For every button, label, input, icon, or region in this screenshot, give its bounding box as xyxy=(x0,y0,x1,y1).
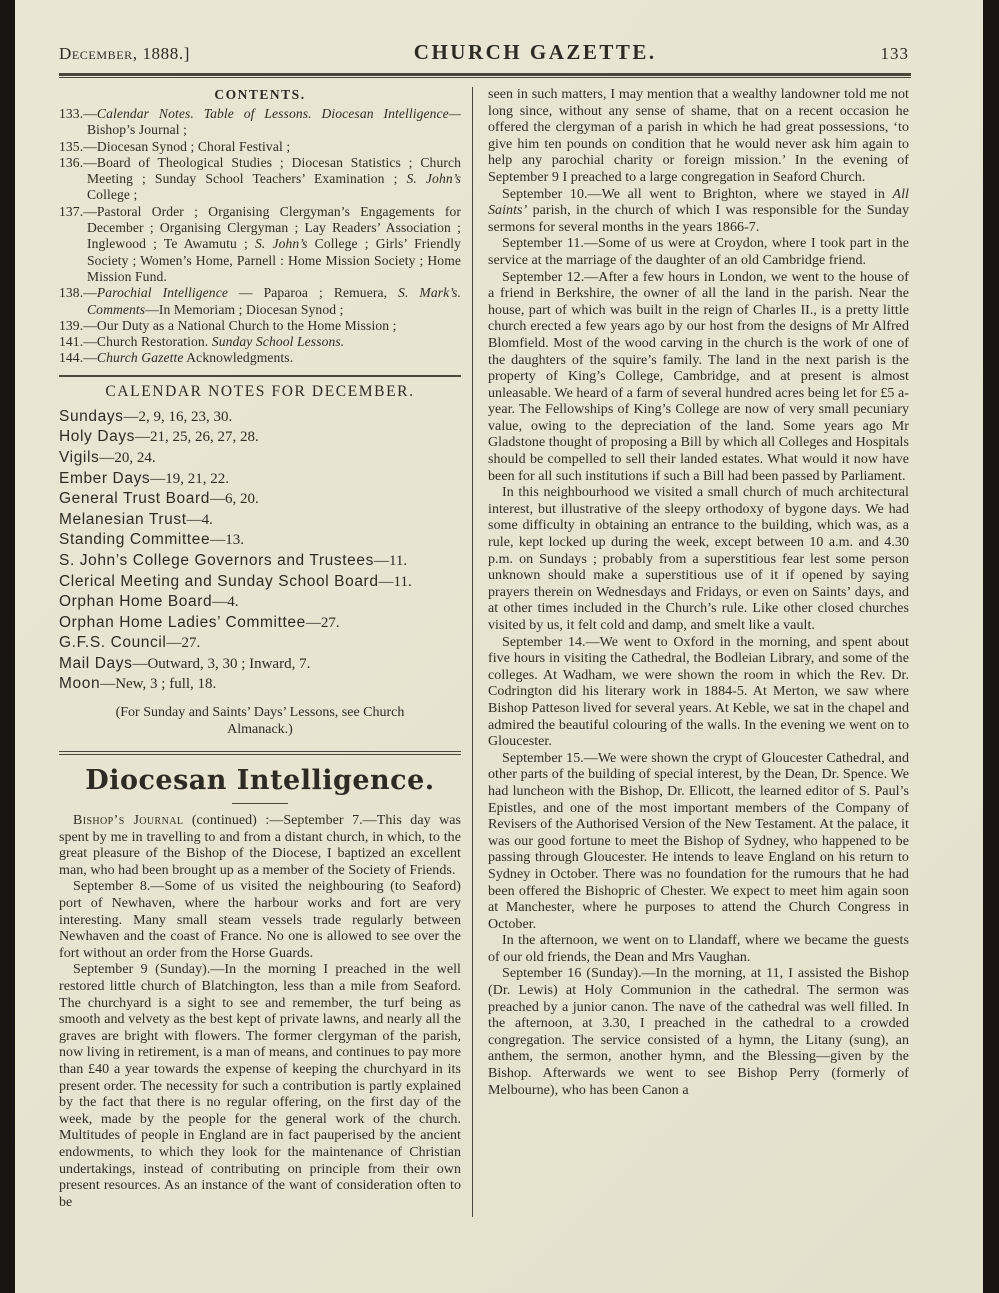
contents-item-page-number: 137. xyxy=(59,203,84,219)
calendar-item xyxy=(59,613,461,634)
contents-item-page-number: 136. xyxy=(59,154,84,170)
body-paragraph xyxy=(59,879,461,962)
text-segment: September 10.—We all went to Brighton, where we stayed in xyxy=(502,186,893,202)
scan-edge-right xyxy=(983,0,999,1293)
left-column-text xyxy=(59,813,461,1211)
text-segment: College ; xyxy=(87,187,138,203)
section-double-rule xyxy=(59,751,461,755)
left-column xyxy=(59,87,461,1217)
contents-item xyxy=(59,350,461,366)
text-segment: — Paparoa ; Remuera, xyxy=(227,285,399,301)
calendar-item-dates: —2, 9, 16, 23, 30. xyxy=(123,408,233,425)
text-segment: —Board of Theological Studies ; Diocesan Statistics ; Church Meeting ; Sunday School Teachers’ Examination ; xyxy=(83,154,461,187)
contents-item xyxy=(59,285,461,318)
calendar-item xyxy=(59,674,461,695)
calendar-item-dates: —4. xyxy=(212,594,239,611)
calendar-item-dates: —11. xyxy=(378,573,412,590)
text-segment: September 11.—Some of us were at Croydon, where I took part in the service at the marriage of the daughter of an old Cambridge friend. xyxy=(488,236,909,268)
calendar-item xyxy=(59,469,461,490)
body-paragraph xyxy=(488,187,909,237)
body-paragraph xyxy=(488,485,909,634)
text-segment: —Church Restoration. xyxy=(83,334,212,350)
calendar-item-term: Melanesian Trust xyxy=(59,510,187,528)
calendar-item-term: Sundays xyxy=(59,407,124,425)
paper-sheet xyxy=(15,0,983,1293)
calendar-item xyxy=(59,592,461,613)
calendar-item-dates: —19, 21, 22. xyxy=(150,470,230,487)
calendar-item-dates: —New, 3 ; full, 18. xyxy=(100,676,217,693)
calendar-item-dates: —6, 20. xyxy=(209,491,259,508)
contents-item xyxy=(59,318,461,334)
contents-item-page-number: 144. xyxy=(59,350,84,366)
text-segment: In this neighbourhood we visited a small church of much architectural interest, but illustrative of the sleepy orthodoxy of bygone days. We had some difficulty in obtaining an entrance to the building, which was, as a rule, kept locked up during the week, except between 10 a.m. and 4.30 p.m. on Sundays ; probably from a superstitious fear lest some person unknown should make a superstitious use of it if opened by saying prayers therein on Wednesdays and Fridays, or even on Saints’ days, and at other times included in the Church’s rule. Like other closed churches visited by us, it felt cold and damp, and smelt like a vault. xyxy=(488,485,909,633)
calendar-item-dates: —27. xyxy=(305,614,340,631)
masthead-rule xyxy=(59,73,911,78)
body-paragraph xyxy=(59,813,461,879)
calendar-item-term: Clerical Meeting and Sunday School Board xyxy=(59,572,379,590)
body-paragraph xyxy=(488,270,909,486)
contents-title: CONTENTS. xyxy=(214,87,306,102)
calendar-item-dates: —11. xyxy=(373,552,408,569)
text-segment: S. John’s xyxy=(254,236,308,252)
calendar-item xyxy=(59,489,461,510)
text-segment: S. John’s xyxy=(406,171,462,187)
text-segment: Calendar Notes. Table of Lessons. Diocesan Intelligence— xyxy=(96,106,461,121)
calendar-item-dates: —20, 24. xyxy=(99,449,156,466)
contents-item-page-number: 133. xyxy=(59,106,84,121)
text-segment: (continued) :—September 7.—This day was spent by me in travelling to and from a distant church, in which, to the great pleasure of the Bishop of the Diocese, I baptized an excellent man, who had been brought up as a member of the Society of Friends. xyxy=(59,813,461,878)
contents-item xyxy=(59,204,461,285)
body-paragraph xyxy=(488,87,909,187)
body-paragraph xyxy=(488,751,909,934)
text-segment: parish, in the church of which I was responsible for the Sunday sermons for several months in the years 1866-7. xyxy=(488,203,909,235)
calendar-item-term: Holy Days xyxy=(59,428,136,446)
calendar-title: CALENDAR NOTES FOR DECEMBER. xyxy=(105,382,415,400)
contents-item-page-number: 139. xyxy=(59,317,84,333)
body-paragraph xyxy=(488,966,909,1099)
calendar-item xyxy=(59,530,461,551)
text-segment: In the afternoon, we went on to Llandaff, where we became the guests of our old friends, the Dean and Mrs Vaughan. xyxy=(488,933,909,965)
text-segment: September 15.—We were shown the crypt of Gloucester Cathedral, and other parts of the building of special interest, by the Dean, Dr. Spence. We had luncheon with the Bishop, Dr. Ellicott, the learned editor of S. Paul’s Epistles, and one of the most important members of the Company of Revisers of the Authorised Version of the New Testament. At the palace, it was our good fortune to meet the Bishop of Sydney, who happened to be passing through Gloucester. He intends to leave England on his return to Sydney in October. There was no foundation for the rumours that he had been offered the Bishopric of Chester. We expect to meet him again soon at Manchester, where he purposes to attend the Church Congress in October. xyxy=(488,750,909,932)
contents-item-page-number: 141. xyxy=(59,334,84,350)
text-segment: — xyxy=(83,285,97,301)
section-rule xyxy=(59,375,461,377)
calendar-item-term: S. John’s College Governors and Trustees xyxy=(59,551,374,569)
body-paragraph xyxy=(488,236,909,269)
text-segment: —In Memoriam ; Diocesan Synod ; xyxy=(145,301,344,317)
column-divider-rule xyxy=(472,87,473,1217)
calendar-item xyxy=(59,407,461,428)
text-segment: All Saints’ xyxy=(488,186,909,219)
heading-underline-rule xyxy=(232,803,288,804)
contents-item xyxy=(59,155,461,204)
calendar-list xyxy=(59,407,461,695)
calendar-item xyxy=(59,654,461,675)
text-segment: — xyxy=(83,350,97,366)
text-segment: Bishop’s Journal ; xyxy=(87,122,187,138)
calendar-item-dates: —4. xyxy=(186,511,213,528)
right-column-text xyxy=(488,87,909,1217)
text-segment: College ; Girls’ Friendly Society ; Women’s Home, Parnell : Home Mission Society ; Home Mission Fund. xyxy=(87,236,461,284)
calendar-item-term: Orphan Home Board xyxy=(59,593,213,611)
calendar-item xyxy=(59,510,461,531)
text-segment: —Pastoral Order ; Organising Clergyman’s Engagements for December ; Organising Clergyman ; Lay Readers’ Association ; Inglewood ; Te Awamutu ; xyxy=(83,203,461,252)
calendar-item-dates: —21, 25, 26, 27, 28. xyxy=(135,429,259,446)
text-segment: Church Gazette xyxy=(96,350,184,366)
calendar-item-dates: —13. xyxy=(210,532,244,549)
calendar-item-term: Orphan Home Ladies’ Committee xyxy=(59,613,306,631)
body-paragraph xyxy=(488,933,909,966)
text-segment: September 12.—After a few hours in London, we went to the house of a friend in Berkshire, the owner of all the land in the parish. Near the house, part of which was built in the reign of Charles II., is a pretty little church erected a few years ago by our host from the designs of Mr Alfred Blomfield. Most of the wood carving in the church is the work of one of the daughters of the squire’s family. The land in the next parish is the property of King’s College, Cambridge, and at present is almost unleasable. We heard of a farm of several hundred acres being let for £5 a-year. The Fellowships of King’s College are now of very small pecuniary value, owing to the depreciation of the land. Some years ago Mr Gladstone thought of proposing a Bill by which all Colleges and Hospitals should be compelled to sell their landed estates. What would it now have been for all such institutions if such a Bill had been passed by Parliament. xyxy=(488,269,910,484)
masthead-date: December, 1888.] xyxy=(59,44,190,63)
calendar-item-term: Mail Days xyxy=(59,654,133,672)
contents-item-page-number: 138. xyxy=(59,285,84,301)
columns xyxy=(15,87,983,1217)
text-segment: —Our Duty as a National Church to the Home Mission ; xyxy=(83,317,397,333)
calendar-item-term: Standing Committee xyxy=(59,531,211,549)
calendar-item-term: General Trust Board xyxy=(59,490,210,508)
calendar-item-term: Moon xyxy=(59,675,101,693)
text-segment: S. Mark’s. Comments xyxy=(87,285,461,317)
text-segment: Sunday School Lessons. xyxy=(211,334,345,350)
calendar-item-term: Vigils xyxy=(59,448,100,466)
calendar-item xyxy=(59,427,461,448)
text-segment: Bishop’s Journal xyxy=(73,813,184,829)
text-segment: Acknowledgments. xyxy=(183,350,294,366)
body-paragraph xyxy=(488,635,909,751)
calendar-item xyxy=(59,572,461,593)
text-segment: September 9 (Sunday).—In the morning I preached in the well restored little church of Blatchington, less than a mile from Seaford. The churchyard is a sight to see and remember, the turf being as smooth and velvety as the best kept of private lawns, and nearly all the graves are bright with flowers. The former clergyman of the parish, now living in retirement, is a man of means, and continues to pay more than £40 a year towards the expense of keeping the churchyard in its present order. The necessity for such a contribution is partly explained by the fact that there is no regular offering, on the first day of the week, made by the people for the general work of the church. Multitudes of people in England are in fact pauperised by the ancient endowments, to which they look for the maintenance of Christian undertakings, instead of contributing on principle from their own present resources. As an instance of the want of consideration often to be xyxy=(59,962,462,1210)
text-segment: — xyxy=(83,106,97,121)
text-segment: seen in such matters, I may mention that a wealthy landowner told me not long since, without any sense of shame, that on a recent occasion he offered the clergyman of a parish in which he had great possessions, ‘to give him ten pounds on condition that he would never ask him again to help any parochial charity or foreign mission.’ In the evening of September 9 I preached to a large congregation in Seaford Church. xyxy=(488,87,909,185)
contents-item xyxy=(59,139,461,155)
diocesan-intelligence-heading: Diocesan Intelligence. xyxy=(85,765,435,797)
text-segment: September 8.—Some of us visited the neighbouring (to Seaford) port of Newhaven, where the harbour works and fort are very interesting. Many small steam vessels trade regularly between Newhaven and the coast of France. No one is allowed to see over the fort without an order from the Horse Guards. xyxy=(59,879,461,961)
contents-list xyxy=(59,106,461,367)
body-paragraph xyxy=(59,962,461,1211)
calendar-item xyxy=(59,633,461,654)
calendar-item-dates: —Outward, 3, 30 ; Inward, 7. xyxy=(132,655,311,672)
text-segment: September 14.—We went to Oxford in the morning, and spent about five hours in visiting the Cathedral, the Bodleian Library, and some of the colleges. At Wadham, we were shown the room in which the Rev. Dr. Codrington did his literary work in 1884-5. At Merton, we saw where Bishop Patteson lived for several years. At Keble, we sat in the chapel and admired the beautiful colouring of the walls. In the evening we went on to Gloucester. xyxy=(488,634,909,750)
calendar-item xyxy=(59,448,461,469)
calendar-item-term: G.F.S. Council xyxy=(59,634,167,652)
calendar-item xyxy=(59,551,461,572)
text-segment: September 16 (Sunday).—In the morning, at 11, I assisted the Bishop (Dr. Lewis) at Holy Communion in the cathedral. The sermon was preached by a junior canon. The nave of the cathedral was well filled. In the afternoon, at 3.30, I preached in the cathedral to a crowded congregation. The service consisted of a hymn, the Litany (sung), an anthem, the sermon, another hymn, and the Blessing—given by the Bishop. Afterwards we went to see Bishop Perry (formerly of Melbourne), who has been Canon a xyxy=(488,966,909,1098)
contents-item-page-number: 135. xyxy=(59,138,84,154)
calendar-item-dates: —27. xyxy=(166,635,201,652)
text-segment: Parochial Intelligence xyxy=(96,285,228,301)
masthead xyxy=(59,40,909,66)
calendar-item-term: Ember Days xyxy=(59,469,151,487)
calendar-note: (For Sunday and Saints’ Days’ Lessons, see Church Almanack.) xyxy=(115,705,405,738)
masthead-title: CHURCH GAZETTE. xyxy=(413,40,657,64)
contents-item xyxy=(59,334,461,350)
text-segment: —Diocesan Synod ; Choral Festival ; xyxy=(83,138,291,154)
contents-item xyxy=(59,106,461,139)
masthead-page-number: 133 xyxy=(880,44,909,63)
